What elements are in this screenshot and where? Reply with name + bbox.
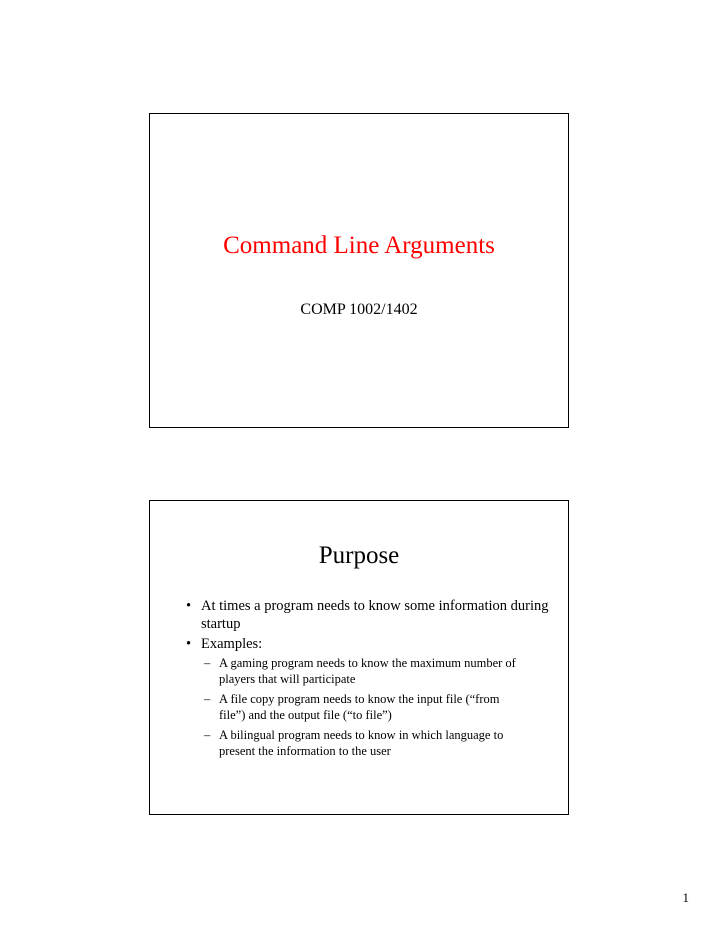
bullet-item [150,597,568,633]
bullet-item [150,635,568,759]
sub-bullet-item: – A file copy program needs to know the input file (“from file”) and the output file (“to file”) [150,691,558,723]
slide-title: Command Line Arguments [223,232,495,259]
sub-bullet-item: – A gaming program needs to know the maximum number of players that will participate [150,655,558,687]
slide-1 [149,113,569,428]
slide-2 [149,500,569,815]
slide-title: Purpose [318,542,400,569]
sub-bullet-item: – A bilingual program needs to know in which language to present the information to the user [150,727,558,759]
page-number: 1 [682,890,689,905]
bullet-list [150,597,568,763]
bullet-text: Examples: [201,636,263,652]
slide-subtitle: COMP 1002/1402 [300,301,418,318]
sub-bullet-list [201,655,558,759]
bullet-text: At times a program needs to know some information during startup [201,598,549,632]
